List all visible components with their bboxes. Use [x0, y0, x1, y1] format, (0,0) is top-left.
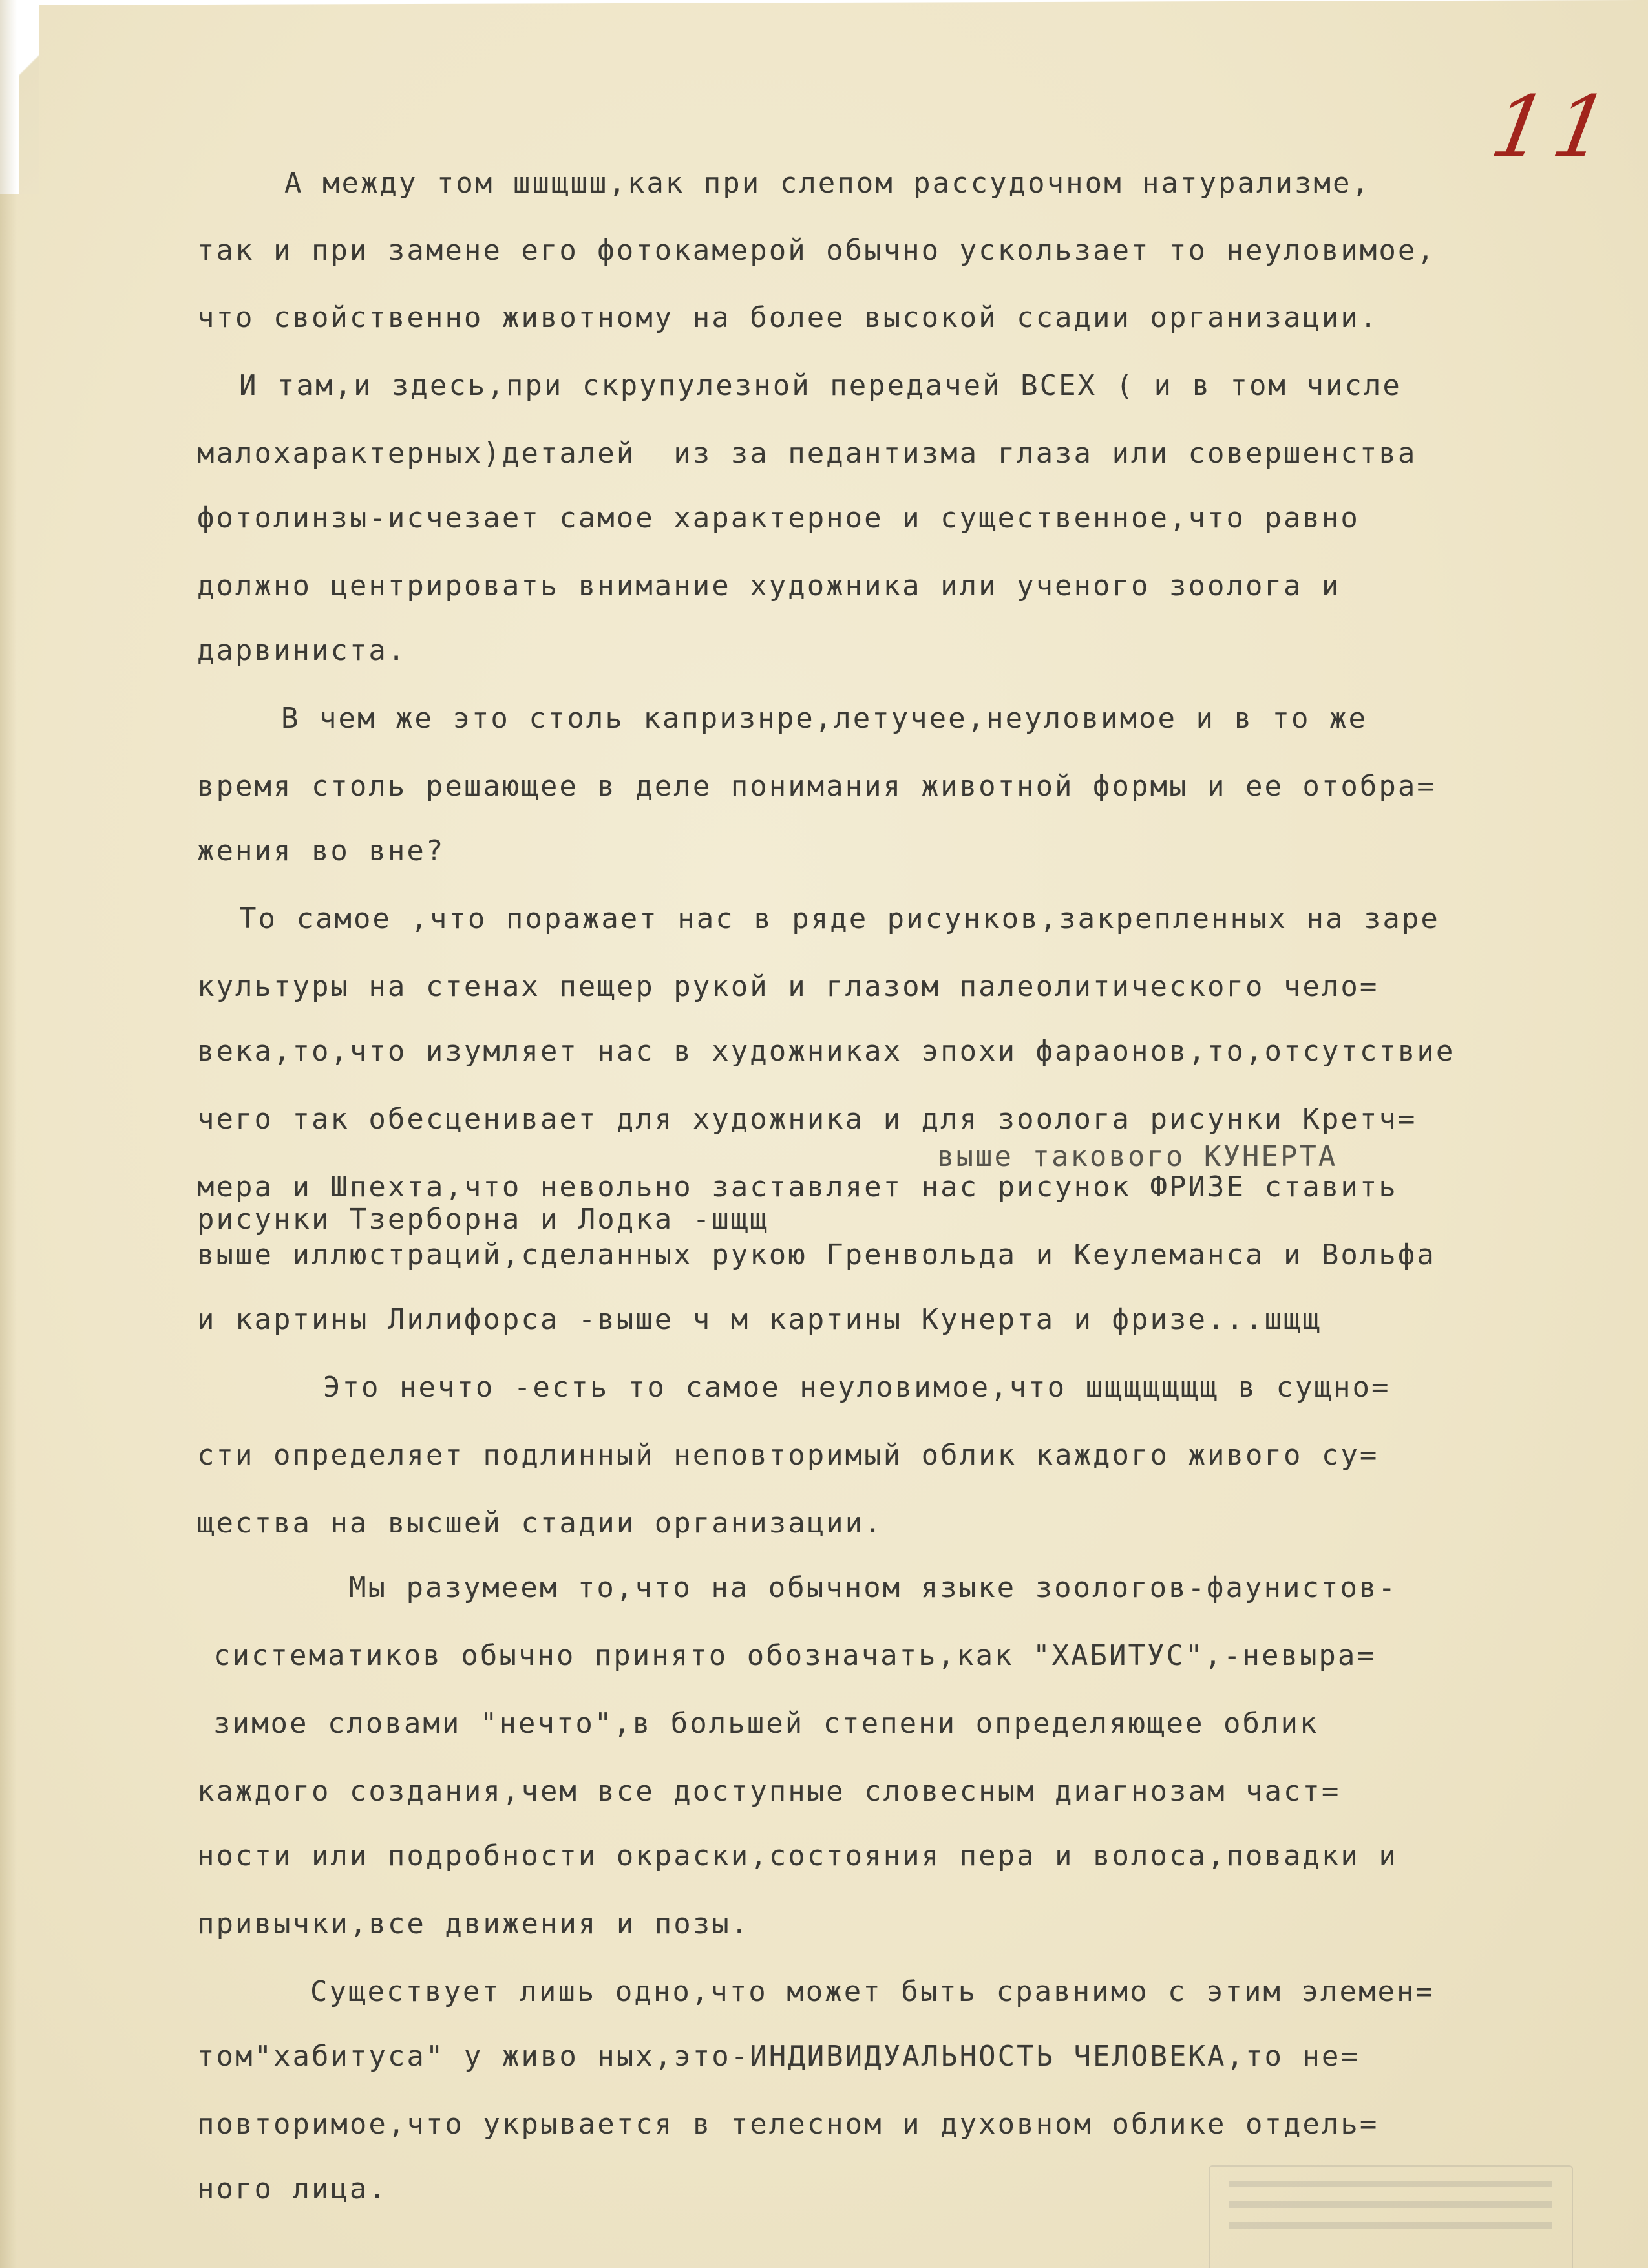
text-line-insertion: выше такового КУНЕРТА [937, 1140, 1338, 1173]
text-line: В чем же это столь капризнре,летучее,неуловимое и в то же [281, 702, 1368, 735]
text-line: века,то,что изумляет нас в художниках эпохи фараонов,то,отсутствие [197, 1035, 1455, 1068]
text-line: щества на высшей стадии организации. [197, 1507, 883, 1540]
page-number: 11 [1484, 78, 1624, 176]
faded-archive-stamp [1209, 2165, 1573, 2268]
text-line: время столь решающее в деле понимания животной формы и ее отобра= [197, 770, 1436, 803]
text-line: фотолинзы-исчезает самое характерное и существенное,что равно [197, 502, 1360, 535]
text-line: рисунки Тзерборна и Лодка -шщщ [197, 1203, 769, 1236]
text-line: систематиков обычно принято обозначать,как "ХАБИТУС",-невыра= [213, 1639, 1376, 1672]
text-line: и картины Лилифорса -выше ч м картины Кунерта и фризе...шщщ [197, 1303, 1322, 1336]
text-line: То самое ,что поражает нас в ряде рисунков,закрепленных на заре [239, 902, 1440, 935]
text-line: жения во вне? [197, 834, 445, 867]
text-line: должно центрировать внимание художника или ученого зоолога и [197, 569, 1341, 602]
text-line: зимое словами "нечто",в большей степени определяющее облик [213, 1707, 1319, 1740]
text-line: сти определяет подлинный неповторимый облик каждого живого су= [197, 1439, 1379, 1472]
text-line: Существует лишь одно,что может быть сравнимо с этим элемен= [310, 1975, 1435, 2008]
text-line: каждого создания,чем все доступные словесным диагнозам част= [197, 1775, 1341, 1808]
text-line: мера и Шпехта,что невольно заставляет нас рисунок ФРИЗЕ ставить [197, 1171, 1398, 1203]
text-line: повторимое,что укрывается в телесном и духовном облике отдель= [197, 2108, 1379, 2141]
text-line: Мы разумеем то,что на обычном языке зоологов-фаунистов- [349, 1571, 1397, 1604]
text-line: А между том шшщшш,как при слепом рассудочном натурализме, [284, 167, 1371, 200]
text-line: так и при замене его фотокамерой обычно ускользает то неуловимое, [197, 234, 1436, 267]
text-line: том"хабитуса" у живо ных,это-ИНДИВИДУАЛЬНОСТЬ ЧЕЛОВЕКА,то не= [197, 2040, 1360, 2073]
text-line: малохарактерных)деталей из за педантизма глаза или совершенства [197, 437, 1417, 470]
text-line: выше иллюстраций,сделанных рукою Гренвольда и Кеулеманса и Вольфа [197, 1238, 1436, 1271]
text-line: Это нечто -есть то самое неуловимое,что шщщщщщщ в сущно= [323, 1371, 1391, 1404]
text-line: И там,и здесь,при скрупулезной передачей ВСЕХ ( и в том числе [239, 369, 1402, 402]
text-line: культуры на стенах пещер рукой и глазом палеолитического чело= [197, 970, 1379, 1003]
text-line: ного лица. [197, 2172, 388, 2205]
text-line: что свойственно животному на более высокой ссадии организации. [197, 301, 1379, 334]
text-line: ности или подробности окраски,состояния пера и волоса,повадки и [197, 1839, 1398, 1872]
text-line: привычки,все движения и позы. [197, 1907, 750, 1940]
text-line: дарвиниста. [197, 634, 407, 667]
text-line: чего так обесценивает для художника и для зоолога рисунки Кретч= [197, 1103, 1417, 1136]
